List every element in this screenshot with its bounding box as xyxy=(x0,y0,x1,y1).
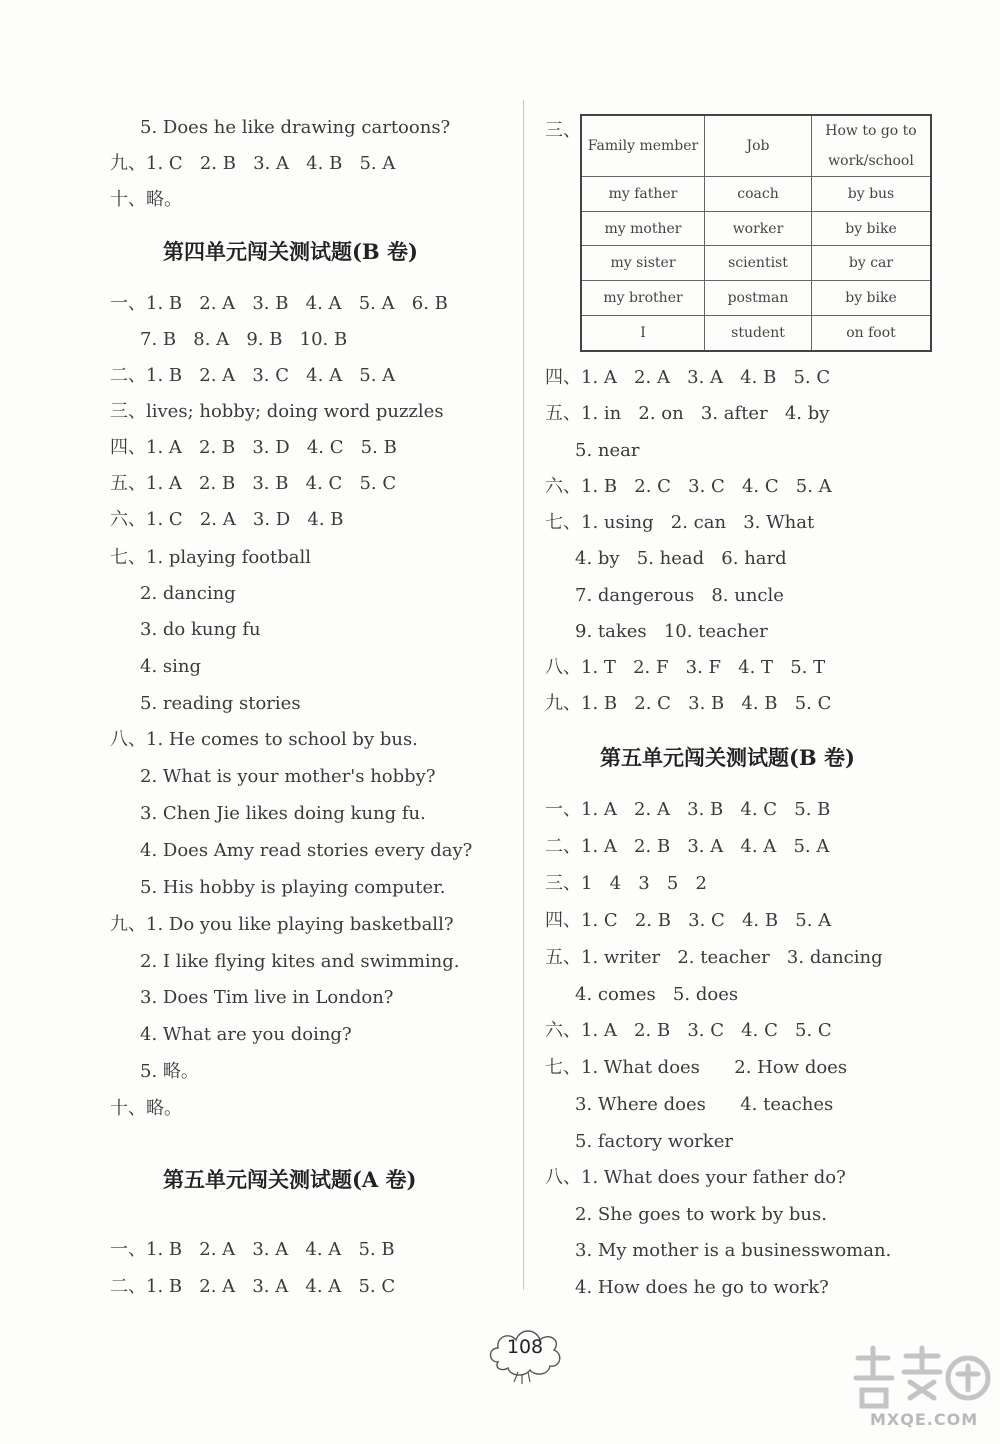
table-cell: my brother xyxy=(581,281,705,316)
answer-line: 十、略。 xyxy=(110,1098,182,1119)
answer-line: 四、1. A 2. A 3. A 4. B 5. C xyxy=(545,367,831,388)
table-cell: coach xyxy=(705,177,812,212)
answer-line: 六、1. C 2. A 3. D 4. B xyxy=(110,509,344,530)
answer-line: 3. Where does 4. teaches xyxy=(575,1094,834,1115)
table-row xyxy=(581,315,931,351)
answer-line: 八、1. T 2. F 3. F 4. T 5. T xyxy=(545,657,826,678)
answer-line: 2. dancing xyxy=(140,583,236,604)
section-heading: 第五单元闯关测试题(B 卷) xyxy=(600,745,855,770)
answer-line: 二、1. B 2. A 3. C 4. A 5. A xyxy=(110,365,396,386)
answer-line: 5. Does he like drawing cartoons? xyxy=(140,117,451,138)
answer-line: 一、1. B 2. A 3. B 4. A 5. A 6. B xyxy=(110,293,448,314)
table-cell: by bike xyxy=(812,211,932,246)
table-row xyxy=(581,246,931,281)
answer-line: 2. I like flying kites and swimming. xyxy=(140,951,460,972)
answer-line: 一、1. A 2. A 3. B 4. C 5. B xyxy=(545,799,831,820)
table-prefix: 三、 xyxy=(545,120,581,141)
answer-line: 一、1. B 2. A 3. A 4. A 5. B xyxy=(110,1239,395,1260)
answer-line: 五、1. in 2. on 3. after 4. by xyxy=(545,403,830,424)
table-header-row xyxy=(581,115,931,177)
table-cell: my sister xyxy=(581,246,705,281)
answer-line: 七、1. using 2. can 3. What xyxy=(545,512,815,533)
answer-line: 九、1. Do you like playing basketball? xyxy=(110,914,454,935)
answer-line: 十、略。 xyxy=(110,189,182,210)
answer-line: 7. dangerous 8. uncle xyxy=(575,585,784,606)
answer-line: 4. sing xyxy=(140,656,202,677)
table-cell: my father xyxy=(581,177,705,212)
answer-line: 九、1. B 2. C 3. B 4. B 5. C xyxy=(545,693,832,714)
answer-line: 5. 略。 xyxy=(140,1061,199,1082)
table-cell: on foot xyxy=(812,315,932,351)
answer-line: 4. Does Amy read stories every day? xyxy=(140,840,473,861)
answer-line: 4. How does he go to work? xyxy=(575,1277,829,1298)
table-cell: scientist xyxy=(705,246,812,281)
answer-line: 五、1. A 2. B 3. B 4. C 5. C xyxy=(110,473,397,494)
answer-line: 四、1. A 2. B 3. D 4. C 5. B xyxy=(110,437,397,458)
answer-line: 六、1. B 2. C 3. C 4. C 5. A xyxy=(545,476,832,497)
table-cell: by bike xyxy=(812,281,932,316)
table-row xyxy=(581,211,931,246)
table-cell: by bus xyxy=(812,177,932,212)
table-cell: student xyxy=(705,315,812,351)
answer-line: 4. What are you doing? xyxy=(140,1024,352,1045)
answer-line: 八、1. What does your father do? xyxy=(545,1167,846,1188)
page-number-badge xyxy=(484,1322,566,1386)
answer-line: 七、1. playing football xyxy=(110,547,312,568)
answer-line: 3. Chen Jie likes doing kung fu. xyxy=(140,803,426,824)
answer-line: 5. near xyxy=(575,440,640,461)
answer-line: 四、1. C 2. B 3. C 4. B 5. A xyxy=(545,910,832,931)
table-cell: by car xyxy=(812,246,932,281)
answer-line: 三、lives; hobby; doing word puzzles xyxy=(110,401,444,422)
answer-line: 5. His hobby is playing computer. xyxy=(140,877,446,898)
table-row xyxy=(581,281,931,316)
column-divider xyxy=(523,100,524,1290)
answer-line: 4. comes 5. does xyxy=(575,984,739,1005)
table-cell: my mother xyxy=(581,211,705,246)
answer-line: 7. B 8. A 9. B 10. B xyxy=(140,329,348,350)
answer-line: 5. factory worker xyxy=(575,1131,733,1152)
table-row xyxy=(581,177,931,212)
answer-line: 2. What is your mother's hobby? xyxy=(140,766,436,787)
answer-line: 5. reading stories xyxy=(140,693,301,714)
watermark-text: MXQE.COM xyxy=(870,1410,979,1429)
answer-table xyxy=(580,114,932,352)
table-header: Family member xyxy=(581,115,705,177)
table-cell: I xyxy=(581,315,705,351)
table-cell: postman xyxy=(705,281,812,316)
table-cell: worker xyxy=(705,211,812,246)
answer-line: 二、1. B 2. A 3. A 4. A 5. C xyxy=(110,1276,396,1297)
answer-line: 二、1. A 2. B 3. A 4. A 5. A xyxy=(545,836,830,857)
answer-line: 五、1. writer 2. teacher 3. dancing xyxy=(545,947,883,968)
section-heading: 第五单元闯关测试题(A 卷) xyxy=(163,1167,417,1192)
table-header: Job xyxy=(705,115,812,177)
answer-line: 3. Does Tim live in London? xyxy=(140,987,394,1008)
answer-line: 9. takes 10. teacher xyxy=(575,621,768,642)
page-number: 108 xyxy=(506,1336,544,1358)
answer-line: 六、1. A 2. B 3. C 4. C 5. C xyxy=(545,1020,832,1041)
answer-line: 三、1 4 3 5 2 xyxy=(545,873,707,894)
answer-line: 4. by 5. head 6. hard xyxy=(575,548,787,569)
answer-line: 3. do kung fu xyxy=(140,619,261,640)
answer-line: 八、1. He comes to school by bus. xyxy=(110,729,418,750)
answer-line: 七、1. What does 2. How does xyxy=(545,1057,848,1078)
answer-line: 2. She goes to work by bus. xyxy=(575,1204,827,1225)
answer-line: 3. My mother is a businesswoman. xyxy=(575,1240,892,1261)
answer-line: 九、1. C 2. B 3. A 4. B 5. A xyxy=(110,153,396,174)
table-header: How to go to work/school xyxy=(812,115,932,177)
section-heading: 第四单元闯关测试题(B 卷) xyxy=(163,239,418,264)
